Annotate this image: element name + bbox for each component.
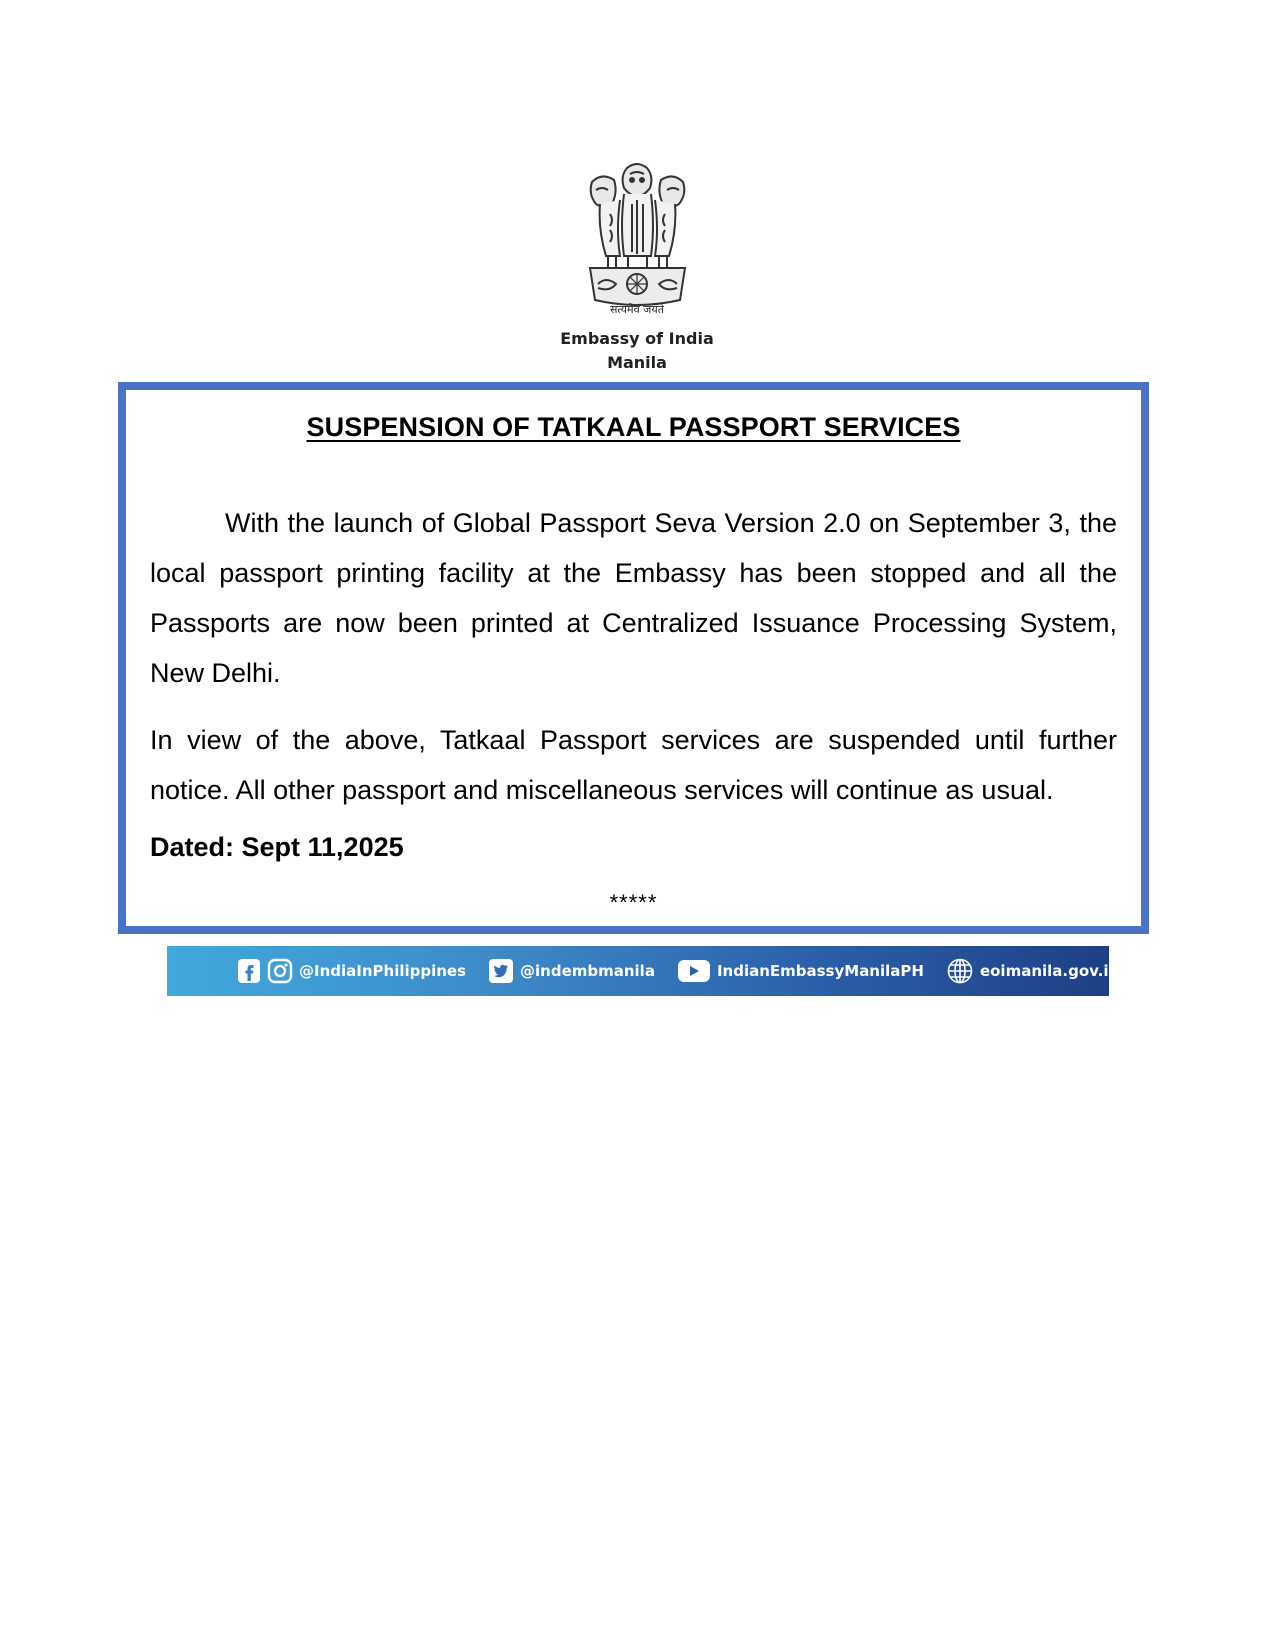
website-url: eoimanila.gov.in xyxy=(979,962,1120,980)
notice-box xyxy=(118,382,1149,934)
twitter-icon xyxy=(488,958,514,984)
youtube-link[interactable] xyxy=(677,958,924,984)
youtube-handle: IndianEmbassyManilaPH xyxy=(716,962,924,980)
notice-title: SUSPENSION OF TATKAAL PASSPORT SERVICES xyxy=(306,412,961,442)
facebook-instagram-link[interactable] xyxy=(237,958,466,984)
notice-paragraph-1: With the launch of Global Passport Seva Version 2.0 on September 3, the local passport printing facility at the Embassy has been stopped and all the Passports are now been printed at Centralized Issuance Processing System, New Delhi. xyxy=(150,508,1117,688)
notice-paragraph-2: In view of the above, Tatkaal Passport services are suspended until further notice. All other passport and miscellaneous services will continue as usual. xyxy=(150,725,1117,805)
facebook-instagram-handle: @IndiaInPhilippines xyxy=(299,962,467,980)
twitter-link[interactable] xyxy=(488,958,655,984)
national-motto: सत्यमेव जयते xyxy=(609,303,664,316)
instagram-icon xyxy=(267,958,293,984)
national-emblem-icon xyxy=(580,160,695,320)
embassy-city-line: Manila xyxy=(607,353,667,372)
social-media-banner xyxy=(167,946,1120,996)
youtube-icon xyxy=(677,958,711,984)
notice-date: Dated: Sept 11,2025 xyxy=(150,832,404,862)
facebook-icon xyxy=(237,958,261,984)
notice-body xyxy=(150,498,1117,867)
embassy-name xyxy=(487,327,787,375)
embassy-name-line: Embassy of India xyxy=(560,329,714,348)
twitter-handle: @indembmanila xyxy=(520,962,655,980)
website-link[interactable] xyxy=(946,957,1119,985)
notice-closing-marks: ***** xyxy=(609,890,658,915)
globe-icon xyxy=(946,957,974,985)
